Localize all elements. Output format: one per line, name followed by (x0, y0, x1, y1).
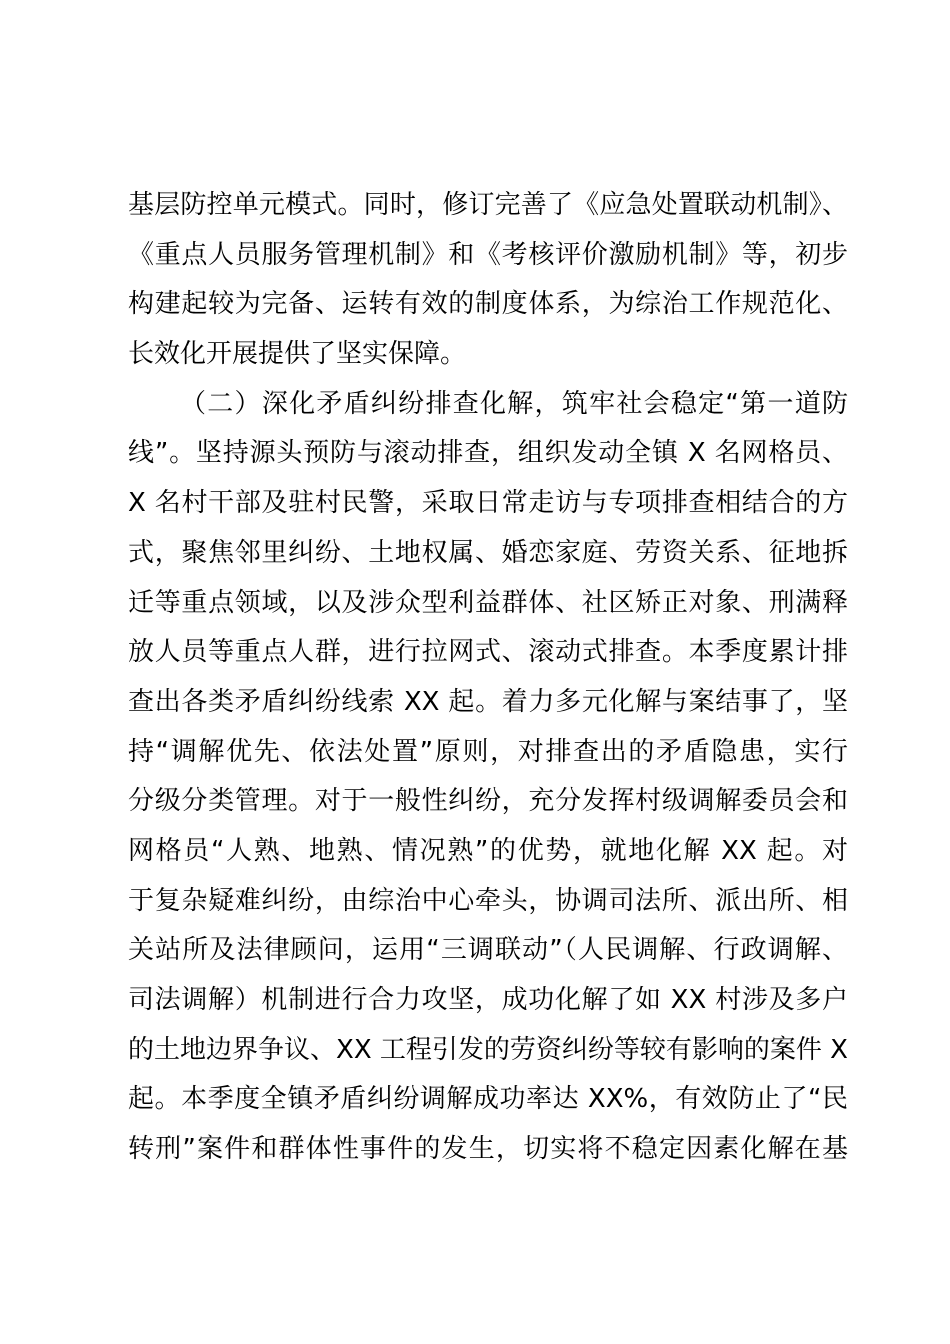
paragraph-2-line: 于复杂疑难纠纷，由综治中心牵头，协调司法所、派出所、相 (128, 885, 848, 916)
paragraph-2-line: X 名村干部及驻村民警，采取日常走访与专项排查相结合的方 (128, 488, 848, 519)
paragraph-2-line: 网格员“人熟、地熟、情况熟”的优势，就地化解 XX 起。对 (128, 835, 848, 866)
paragraph-2-heading-line: （二）深化矛盾纠纷排查化解，筑牢社会稳定“第一道防 (180, 388, 848, 419)
paragraph-2-line: 司法调解）机制进行合力攻坚，成功化解了如 XX 村涉及多户 (128, 985, 848, 1015)
paragraph-2-line: 式，聚焦邻里纠纷、土地权属、婚恋家庭、劳资关系、征地拆 (128, 537, 848, 568)
paragraph-1-line: 长效化开展提供了坚实保障。 (128, 339, 467, 370)
paragraph-1-line: 《重点人员服务管理机制》和《考核评价激励机制》等，初步 (128, 239, 848, 270)
paragraph-2 (128, 380, 848, 1175)
paragraph-2-line: 起。本季度全镇矛盾纠纷调解成功率达 XX%，有效防止了“民 (128, 1084, 848, 1115)
paragraph-2-line: 的土地边界争议、XX 工程引发的劳资纠纷等较有影响的案件 X (128, 1034, 848, 1065)
paragraph-1-line: 构建起较为完备、运转有效的制度体系，为综治工作规范化、 (128, 289, 848, 320)
paragraph-2-line: 转刑”案件和群体性事件的发生，切实将不稳定因素化解在基 (128, 1134, 848, 1165)
paragraph-2-line: 放人员等重点人群，进行拉网式、滚动式排查。本季度累计排 (128, 637, 848, 668)
paragraph-2-line: 分级分类管理。对于一般性纠纷，充分发挥村级调解委员会和 (128, 786, 848, 817)
document-body (128, 181, 848, 1175)
paragraph-2-line: 关站所及法律顾问，运用“三调联动”（人民调解、行政调解、 (128, 935, 848, 966)
paragraph-2-line: 线”。坚持源头预防与滚动排查，组织发动全镇 X 名网格员、 (128, 438, 848, 469)
paragraph-1 (128, 181, 848, 380)
paragraph-2-line: 迁等重点领域，以及涉众型利益群体、社区矫正对象、刑满释 (128, 587, 848, 618)
paragraph-2-line: 持“调解优先、依法处置”原则，对排查出的矛盾隐患，实行 (128, 736, 848, 767)
paragraph-1-line: 基层防控单元模式。同时，修订完善了《应急处置联动机制》、 (128, 190, 848, 220)
paragraph-2-line: 查出各类矛盾纠纷线索 XX 起。着力多元化解与案结事了，坚 (128, 686, 848, 717)
